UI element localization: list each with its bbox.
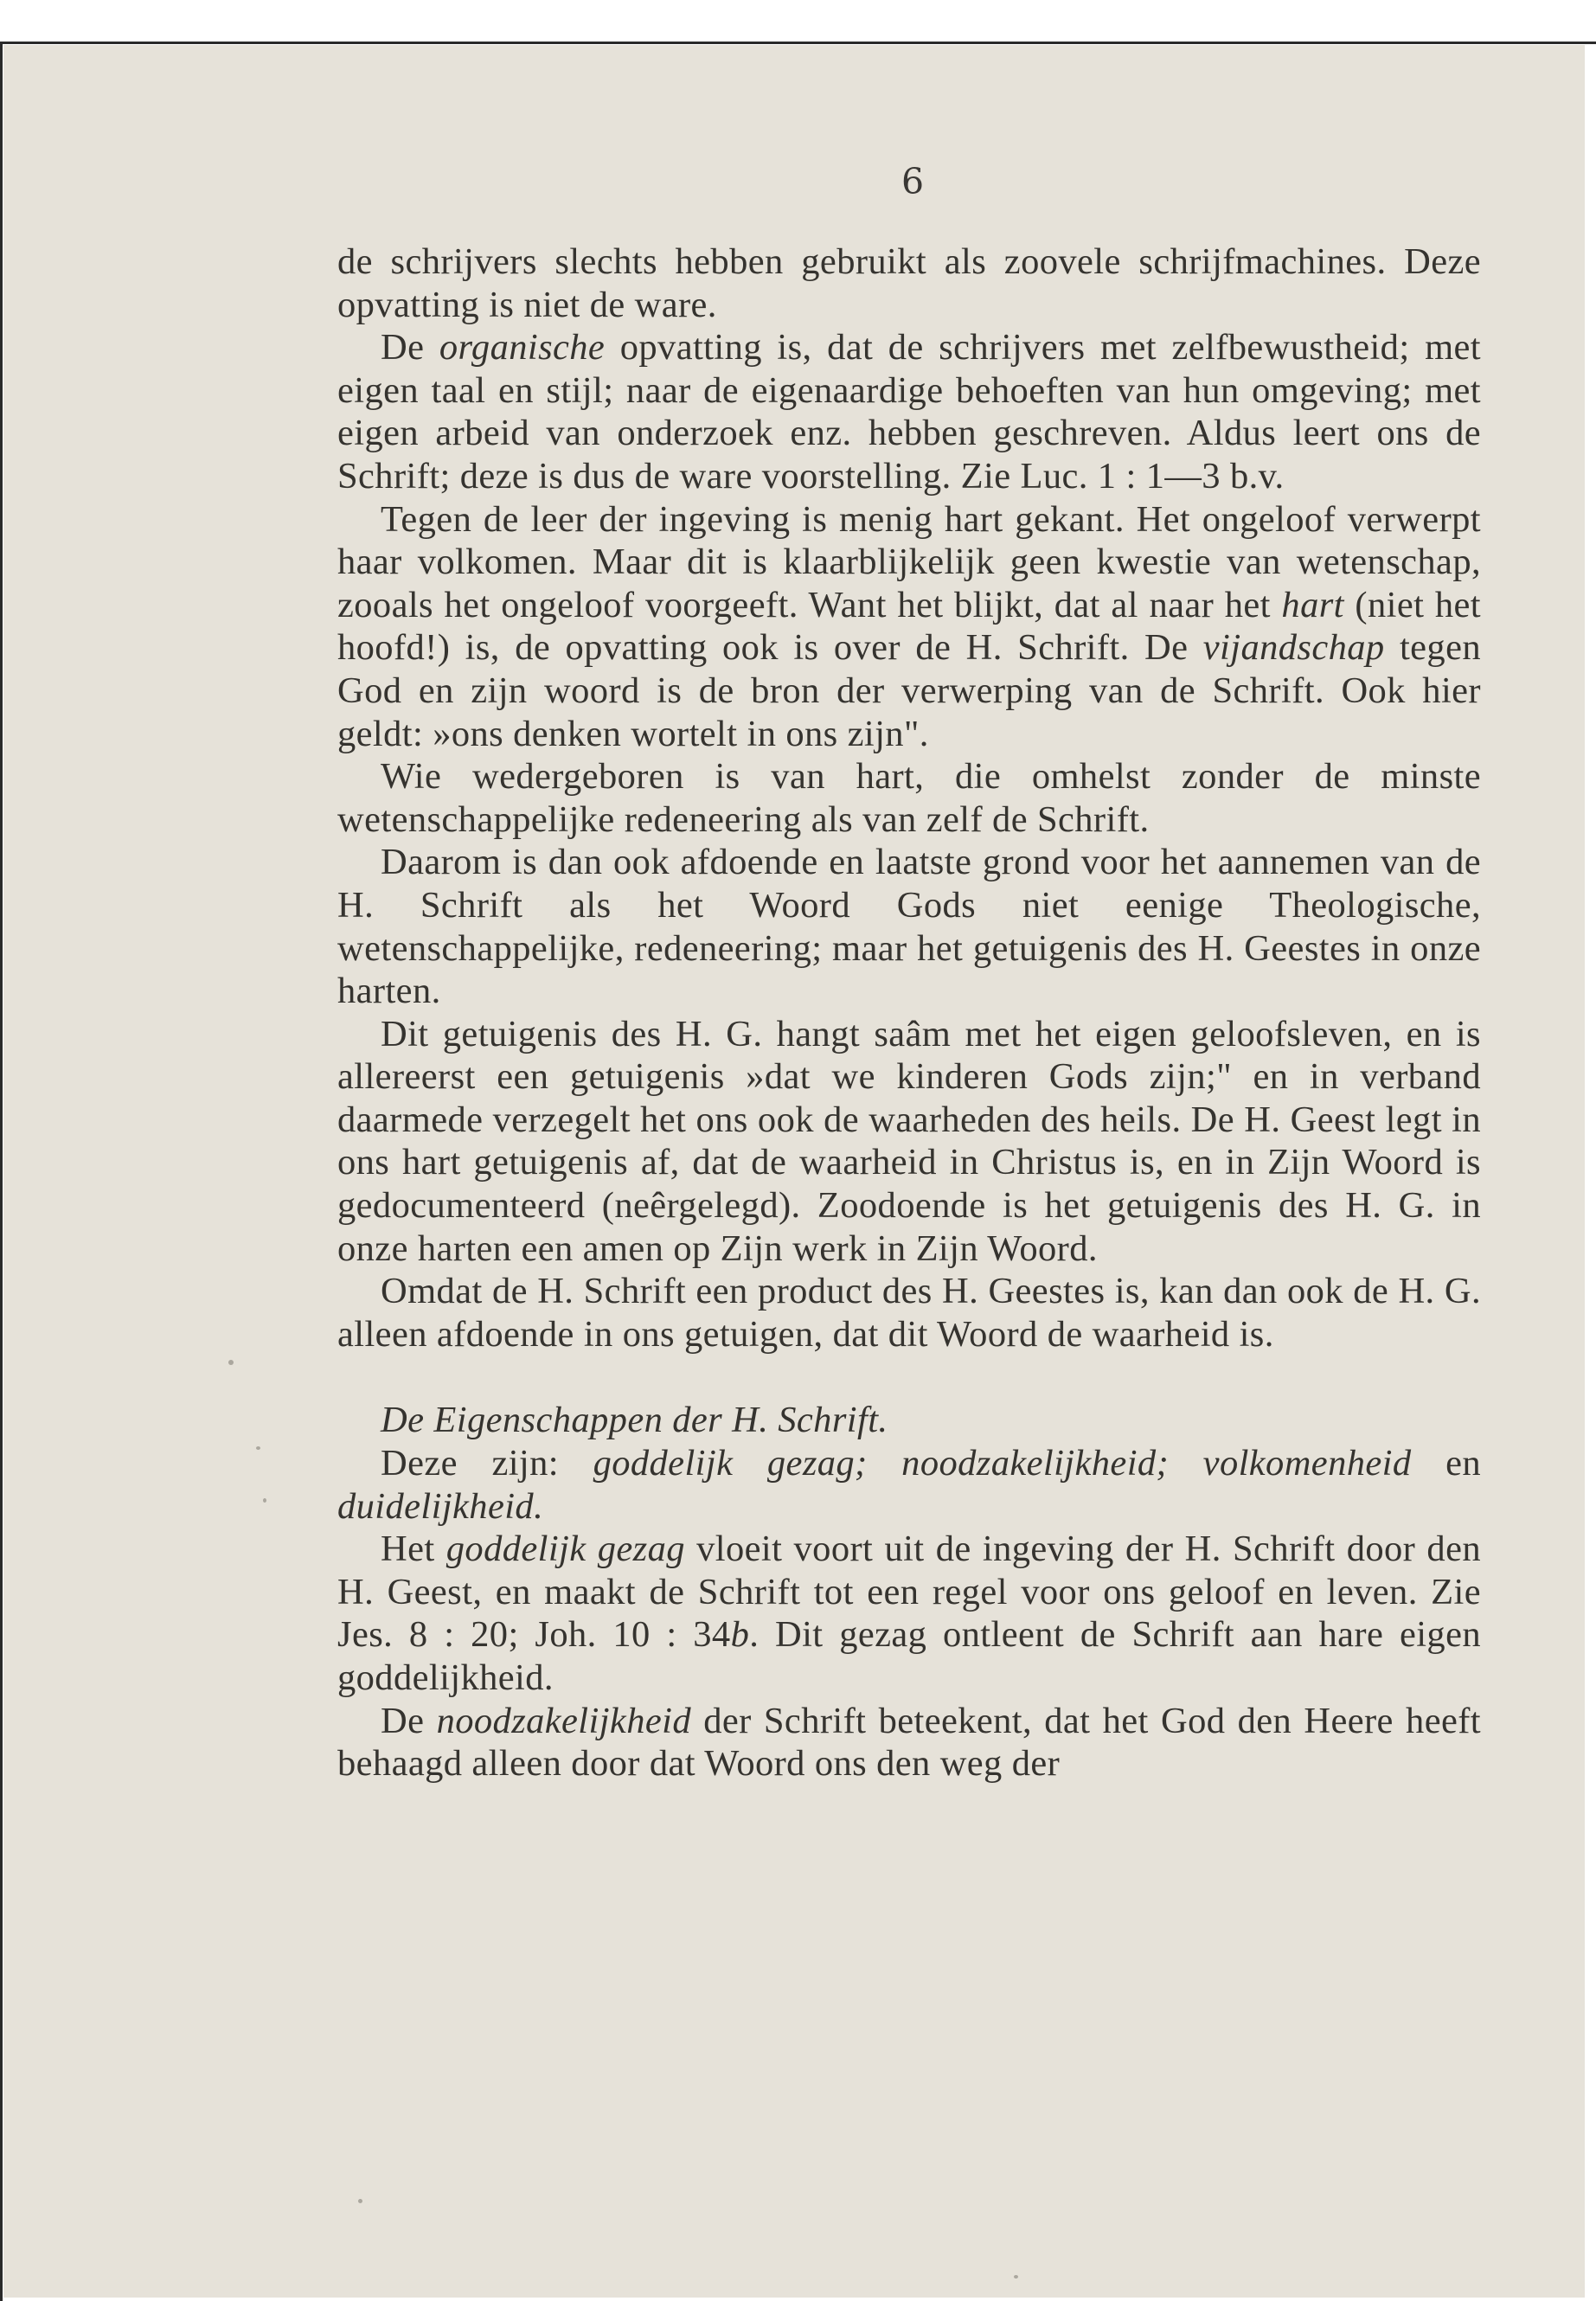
- scan-edge-top: [0, 42, 1596, 44]
- paper-speck: [256, 1446, 260, 1450]
- paper-speck: [1014, 2275, 1018, 2279]
- paragraph-noodzakelijkheid: De noodzakelijkheid der Schrift beteekent, dat het God den Heere heeft behaagd alleen door dat Woord ons den weg der: [337, 1700, 1481, 1785]
- paper-speck: [228, 1360, 234, 1365]
- page-number: 6: [901, 161, 925, 202]
- paragraph-eigenschappen: Deze zijn: goddelijk gezag; noodzakelijkheid; volkomenheid en duidelijkheid.: [337, 1443, 1481, 1527]
- paragraph-getuigenis: Dit getuigenis des H. G. hangt saâm met het eigen geloofsleven, en is allereerst een getuigenis »dat we kinderen Gods zijn;" en in verband daarmede verzegelt het ons ook de waarheden des heils. De H. Geest legt in ons hart getuigenis af, dat de waarheid in Christus is, en in Zijn Woord is gedocumenteerd (neêrgelegd). Zoodoende is het getuigenis des H. G. in onze harten een amen op Zijn werk in Zijn Woord.: [337, 1013, 1481, 1269]
- paragraph-organische: De organische opvatting is, dat de schrijvers met zelfbewustheid; met eigen taal en stijl; naar de eigenaardige behoeften van hun omgeving; met eigen arbeid van onderzoek enz. hebben geschreven. Aldus leert ons de Schrift; deze is dus de ware voorstelling. Zie Luc. 1 : 1—3 b.v.: [337, 327, 1481, 497]
- paragraph-continuation: de schrijvers slechts hebben gebruikt als zoovele schrijfmachines. Deze opvatting is niet de ware.: [337, 241, 1481, 325]
- page-text: [337, 240, 1481, 1785]
- section-gap: [337, 1356, 1481, 1399]
- paper-speck: [358, 2199, 362, 2203]
- section-heading: De Eigenschappen der H. Schrift.: [381, 1400, 888, 1441]
- paragraph-wedergeboren: Wie wedergeboren is van hart, die omhelst zonder de minste wetenschappelijke redeneering als van zelf de Schrift.: [337, 756, 1481, 840]
- paragraph-daarom: Daarom is dan ook afdoende en laatste grond voor het aannemen van de H. Schrift als het Woord Gods niet eenige Theologische, wetenschappelijke, redeneering; maar het getuigenis des H. Geestes in onze harten.: [337, 842, 1481, 1012]
- paragraph-gezag: Het goddelijk gezag vloeit voort uit de ingeving der H. Schrift door den H. Geest, en maakt de Schrift tot een regel voor ons geloof en leven. Zie Jes. 8 : 20; Joh. 10 : 34b. Dit gezag ontleent de Schrift aan hare eigen goddelijkheid.: [337, 1529, 1481, 1698]
- scan-edge-left: [0, 42, 3, 2301]
- paragraph-ingeving: Tegen de leer der ingeving is menig hart gekant. Het ongeloof verwerpt haar volkomen. Maar dit is klaarblijkelijk geen kwestie van wetenschap, zooals het ongeloof voorgeeft. Want het blijkt, dat al naar het hart (niet het hoofd!) is, de opvatting ook is over de H. Schrift. De vijandschap tegen God en zijn woord is de bron der verwerping van de Schrift. Ook hier geldt: »ons denken wortelt in ons zijn".: [337, 498, 1481, 754]
- paper-speck: [263, 1498, 266, 1503]
- paragraph-omdat: Omdat de H. Schrift een product des H. Geestes is, kan dan ook de H. G. alleen afdoende in ons getuigen, dat dit Woord de waarheid is.: [337, 1271, 1481, 1355]
